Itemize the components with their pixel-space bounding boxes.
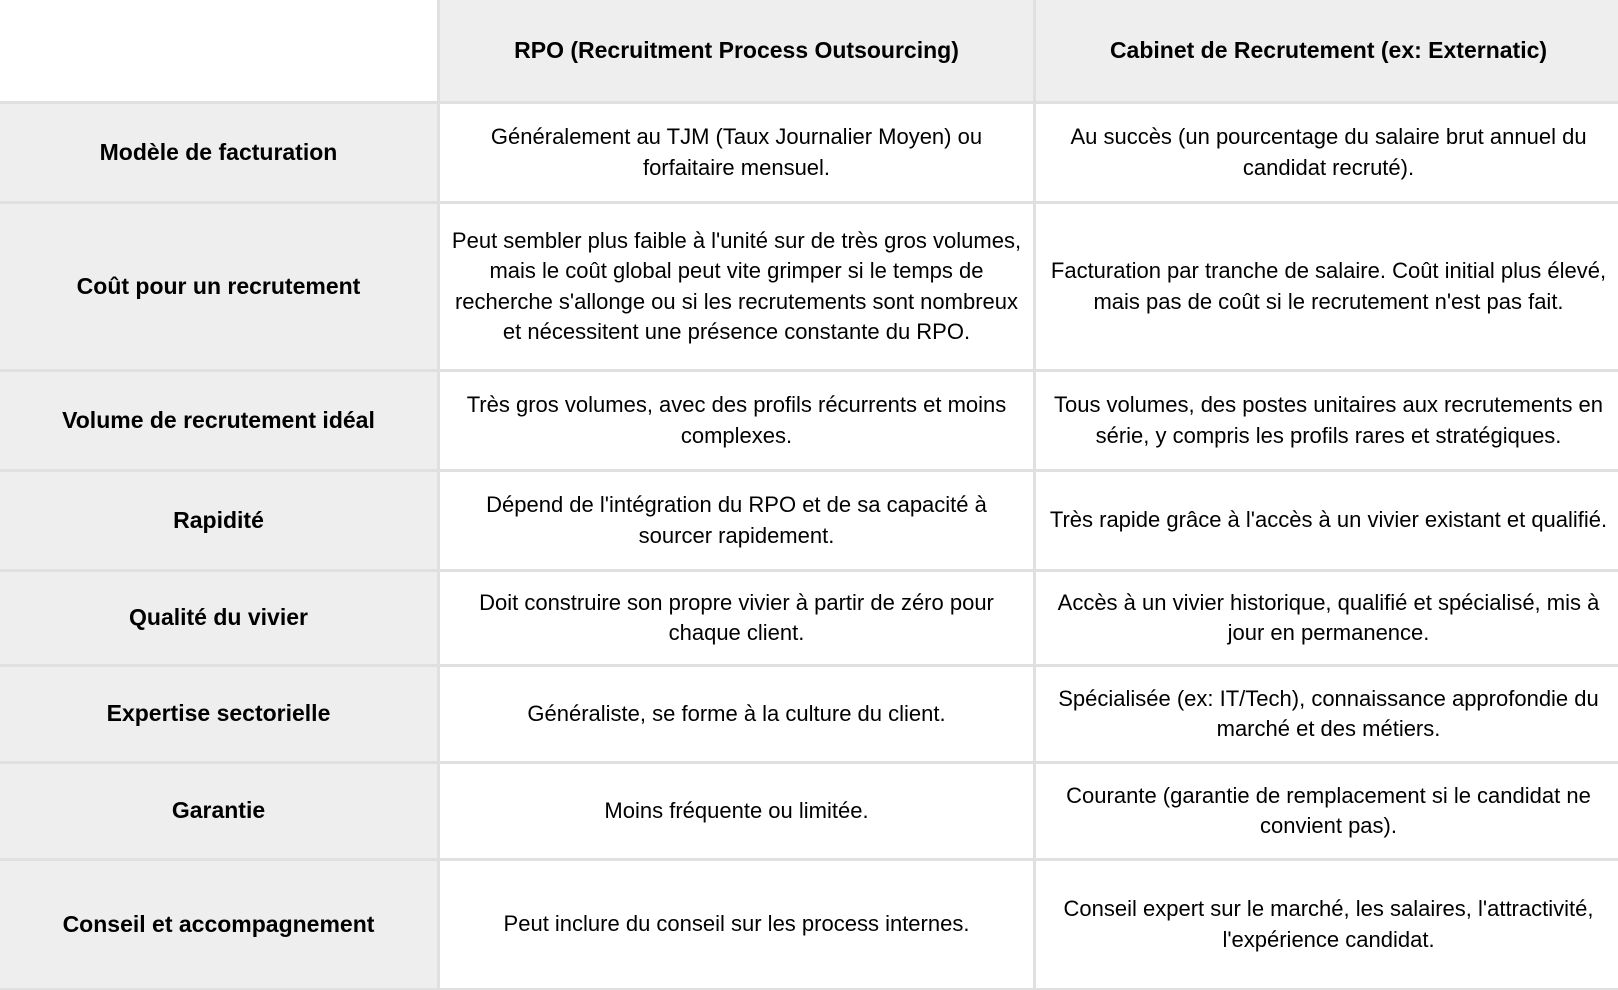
cabinet-cell: Spécialisée (ex: IT/Tech), connaissance approfondie du marché et des métiers. <box>1035 666 1618 763</box>
rpo-cell: Peut inclure du conseil sur les process internes. <box>439 860 1035 990</box>
row-label-cout-recrutement: Coût pour un recrutement <box>0 203 439 371</box>
row-label-expertise-sectorielle: Expertise sectorielle <box>0 666 439 763</box>
row-label-conseil-accompagnement: Conseil et accompagnement <box>0 860 439 990</box>
rpo-cell: Très gros volumes, avec des profils récurrents et moins complexes. <box>439 371 1035 471</box>
row-label-modele-facturation: Modèle de facturation <box>0 103 439 203</box>
rpo-cell: Généraliste, se forme à la culture du client. <box>439 666 1035 763</box>
rpo-cell: Dépend de l'intégration du RPO et de sa capacité à sourcer rapidement. <box>439 471 1035 571</box>
table-row <box>0 763 1618 860</box>
table-row <box>0 471 1618 571</box>
row-label-qualite-vivier: Qualité du vivier <box>0 571 439 666</box>
row-label-rapidite: Rapidité <box>0 471 439 571</box>
table-row <box>0 371 1618 471</box>
table-row <box>0 666 1618 763</box>
rpo-cell: Doit construire son propre vivier à partir de zéro pour chaque client. <box>439 571 1035 666</box>
row-label-garantie: Garantie <box>0 763 439 860</box>
table-row <box>0 203 1618 371</box>
cabinet-cell: Courante (garantie de remplacement si le candidat ne convient pas). <box>1035 763 1618 860</box>
cabinet-cell: Accès à un vivier historique, qualifié et spécialisé, mis à jour en permanence. <box>1035 571 1618 666</box>
cabinet-cell: Très rapide grâce à l'accès à un vivier existant et qualifié. <box>1035 471 1618 571</box>
cabinet-cell: Conseil expert sur le marché, les salaires, l'attractivité, l'expérience candidat. <box>1035 860 1618 990</box>
row-label-volume-ideal: Volume de recrutement idéal <box>0 371 439 471</box>
table-row <box>0 103 1618 203</box>
cabinet-cell: Au succès (un pourcentage du salaire brut annuel du candidat recruté). <box>1035 103 1618 203</box>
column-header-cabinet: Cabinet de Recrutement (ex: Externatic) <box>1035 0 1618 103</box>
header-row <box>0 0 1618 103</box>
corner-cell <box>0 0 439 103</box>
rpo-cell: Peut sembler plus faible à l'unité sur de très gros volumes, mais le coût global peut vite grimper si le temps de recherche s'allonge ou si les recrutements sont nombreux et nécessitent une présence constante du RPO. <box>439 203 1035 371</box>
cabinet-cell: Facturation par tranche de salaire. Coût initial plus élevé, mais pas de coût si le recrutement n'est pas fait. <box>1035 203 1618 371</box>
cabinet-cell: Tous volumes, des postes unitaires aux recrutements en série, y compris les profils rares et stratégiques. <box>1035 371 1618 471</box>
rpo-cell: Généralement au TJM (Taux Journalier Moyen) ou forfaitaire mensuel. <box>439 103 1035 203</box>
column-header-rpo: RPO (Recruitment Process Outsourcing) <box>439 0 1035 103</box>
table-row <box>0 571 1618 666</box>
rpo-cell: Moins fréquente ou limitée. <box>439 763 1035 860</box>
table-row <box>0 860 1618 990</box>
